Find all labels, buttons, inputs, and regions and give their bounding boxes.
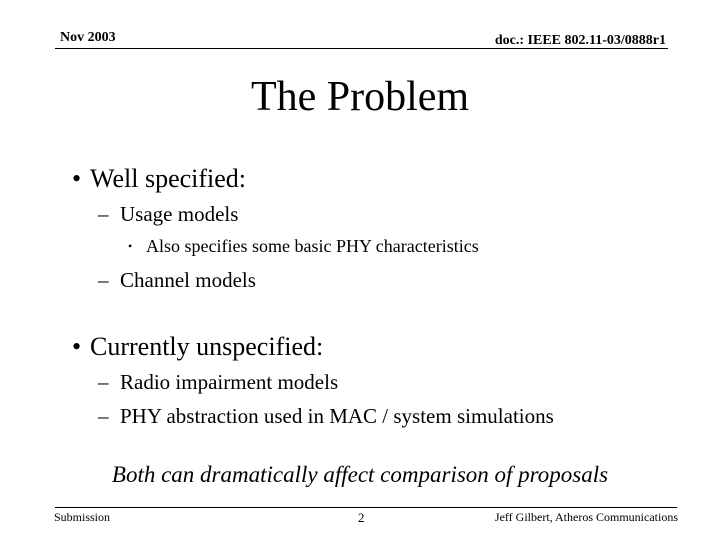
header-date: Nov 2003	[60, 30, 116, 45]
footer-page-number: 2	[358, 510, 365, 525]
subbullet-channel-models	[98, 267, 256, 293]
subsubbullet-phy-characteristics	[128, 235, 479, 257]
header-divider	[55, 48, 668, 49]
bullet-dot-icon: •	[128, 239, 133, 253]
subsubbullet-text: Also specifies some basic PHY characteristics	[146, 236, 479, 256]
subbullet-phy-abstraction	[98, 403, 554, 429]
bullet-dot-icon: •	[72, 164, 82, 193]
subbullet-text: PHY abstraction used in MAC / system simulations	[120, 404, 554, 428]
footer-divider	[55, 507, 677, 508]
subbullet-radio-impairment	[98, 369, 338, 395]
footer-author: Jeff Gilbert, Atheros Communications	[494, 510, 678, 524]
bullet-currently-unspecified	[72, 332, 323, 362]
header-doc-reference: doc.: IEEE 802.11-03/0888r1	[494, 33, 666, 48]
dash-icon: –	[98, 202, 109, 226]
dash-icon: –	[98, 268, 109, 292]
slide-title: The Problem	[250, 74, 470, 120]
bullet-well-specified	[72, 164, 246, 194]
bullet-heading-text: Currently unspecified:	[90, 332, 324, 361]
bullet-dot-icon: •	[72, 332, 82, 361]
conclusion-statement: Both can dramatically affect comparison of proposals	[111, 462, 609, 487]
bullet-heading-text: Well specified:	[90, 164, 247, 193]
subbullet-text: Usage models	[120, 202, 239, 226]
subbullet-text: Channel models	[120, 268, 256, 292]
footer-submission: Submission	[54, 510, 111, 524]
dash-icon: –	[98, 404, 109, 428]
subbullet-usage-models	[98, 201, 238, 227]
dash-icon: –	[98, 370, 109, 394]
subbullet-text: Radio impairment models	[120, 370, 339, 394]
